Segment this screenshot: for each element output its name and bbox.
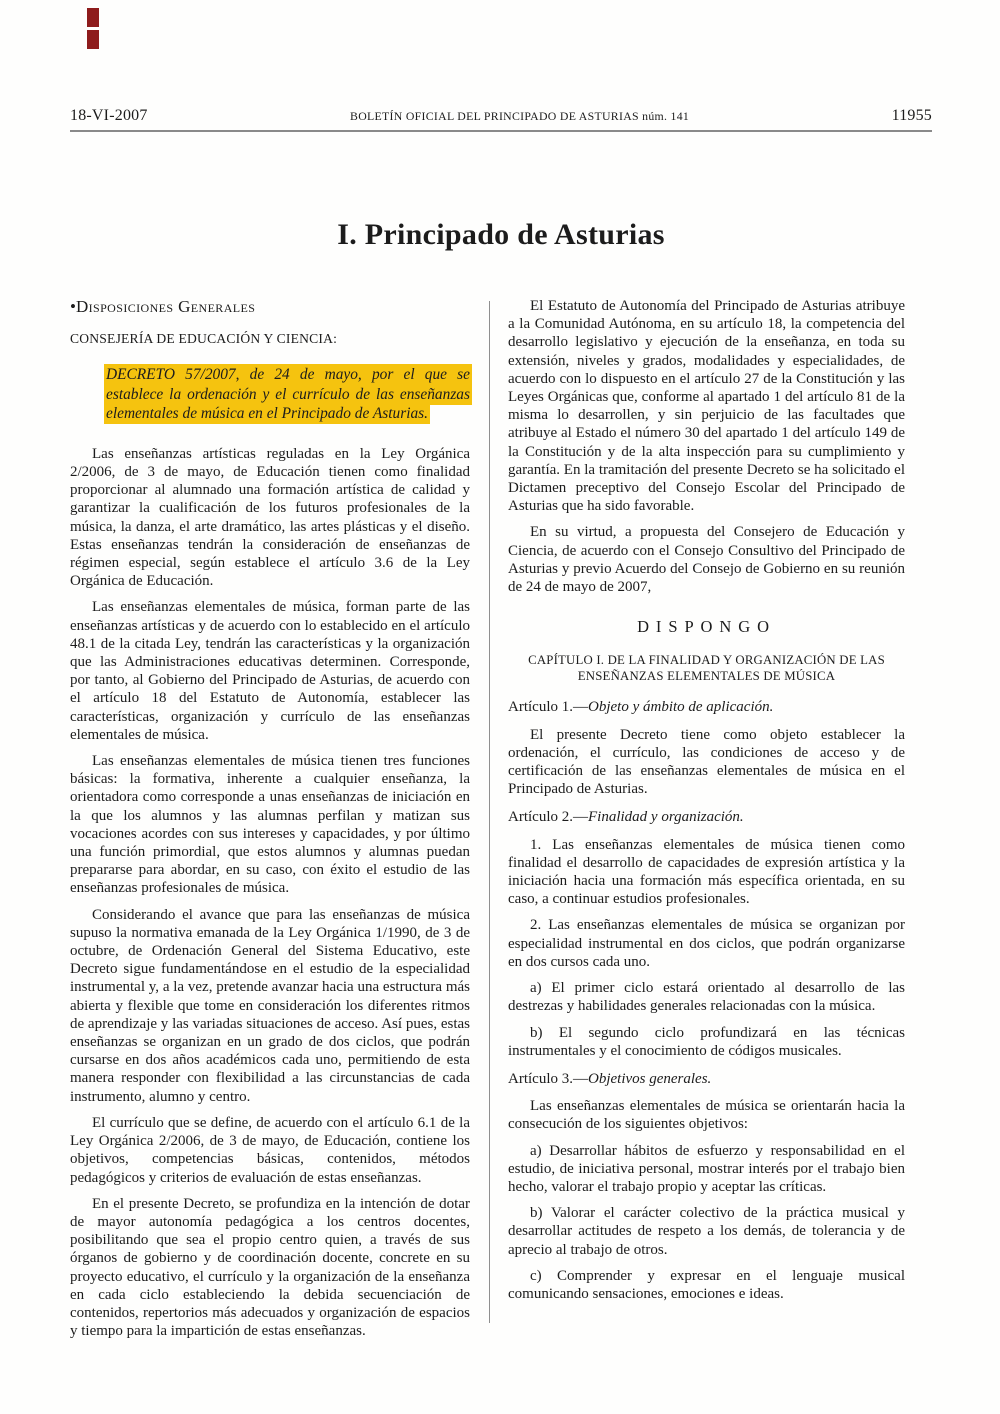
article-heading bbox=[508, 808, 905, 826]
article-title: Objeto y ámbito de aplicación. bbox=[588, 699, 774, 716]
scan-mark-top bbox=[87, 8, 99, 27]
body-paragraph: Las enseñanzas elementales de música tienen tres funciones básicas: la formativa, inherente a cualquier enseñanza, la orientadora como corresponde a unas enseñanzas de iniciación en la que los alumnos y las alumnas perfilan y matizan sus vocaciones acordes con sus intereses y capacidades, y por último una función primordial, que estos alumnos y alumnas puedan prepararse para abordar, en su caso, con éxito el estudio de las enseñanzas profesionales de música. bbox=[70, 753, 470, 897]
article-title: Finalidad y organización. bbox=[588, 809, 744, 826]
bulletin-title: BOLETÍN OFICIAL DEL PRINCIPADO DE ASTURIAS núm. 141 bbox=[350, 109, 690, 123]
document-title: I. Principado de Asturias bbox=[337, 218, 665, 252]
body-paragraph: En su virtud, a propuesta del Consejero de Educación y Ciencia, de acuerdo con el Consejo Consultivo del Principado de Asturias y previo Acuerdo del Consejo de Gobierno en su reunión de 24 de mayo de 2007, bbox=[508, 524, 905, 596]
body-paragraph: En el presente Decreto, se profundiza en la intención de dotar de mayor autonomía pedagógica a los centros docentes, posibilitando que sea el propio centro quien, a través de sus órganos de gobierno y de coordinación docente, concrete en su proyecto educativo, el currículo y la organización de la enseñanza en cada ciclo estableciendo la debida secuenciación de contenidos, repertorios más adecuados y organización de espacios y tiempo para la impartición de estas enseñanzas. bbox=[70, 1195, 470, 1340]
chapter-heading: CAPÍTULO I. DE LA FINALIDAD Y ORGANIZACIÓN DE LAS ENSEÑANZAS ELEMENTALES DE MÚSICA bbox=[528, 653, 885, 684]
body-paragraph: 2. Las enseñanzas elementales de música se organizan por especialidad instrumental en dos ciclos, que podrán organizarse en dos cursos cada uno. bbox=[508, 917, 905, 970]
page-header bbox=[70, 107, 932, 132]
body-paragraph: a) El primer ciclo estará orientado al desarrollo de las destrezas y habilidades generales relacionadas con la música. bbox=[508, 980, 905, 1015]
department-heading: CONSEJERÍA DE EDUCACIÓN Y CIENCIA: bbox=[70, 331, 338, 346]
section-heading bbox=[70, 297, 470, 317]
article-heading bbox=[508, 1070, 905, 1088]
article-title: Objetivos generales. bbox=[588, 1070, 712, 1087]
body-paragraph: a) Desarrollar hábitos de esfuerzo y responsabilidad en el estudio, de iniciativa personal, mostrar interés por el trabajo bien hecho, valorar el trabajo propio y aceptar las críticas. bbox=[508, 1142, 905, 1195]
body-paragraph: El Estatuto de Autonomía del Principado de Asturias atribuye a la Comunidad Autónoma, en su artículo 18, la competencia del desarrollo legislativo y ejecución de la enseñanza, en toda su extensión, niveles y grados, modalidades y especialidades, de acuerdo con lo dispuesto en el artículo 27 de la Constitución y las Leyes Orgánicas que, conforme al apartado 1 del artículo 81 de la misma lo desarrollen, y sin perjuicio de las facultades que atribuye al Estado el número 30 del apartado 1 del artículo 149 de la Constitución y de la alta inspección para su cumplimiento y garantía. En la tramitación del presente Decreto se ha solicitado el Dictamen preceptivo del Consejo Escolar del Principado de Asturias que ha sido favorable. bbox=[508, 298, 905, 515]
body-paragraph: b) El segundo ciclo profundizará en las técnicas instrumentales y el conocimiento de códigos musicales. bbox=[508, 1024, 905, 1059]
scan-mark-bottom bbox=[87, 30, 99, 49]
body-paragraph: b) Valorar el carácter colectivo de la práctica musical y desarrollar actitudes de respeto a los demás, de tolerancia y de aprecio al trabajo de otros. bbox=[508, 1205, 905, 1258]
document-body bbox=[70, 297, 905, 1348]
column-divider bbox=[489, 301, 490, 1323]
decree-summary bbox=[106, 365, 470, 424]
body-paragraph: Las enseñanzas elementales de música se orientarán hacia la consecución de los siguientes objetivos: bbox=[508, 1098, 905, 1133]
section-title: Disposiciones Generales bbox=[75, 297, 256, 316]
article-heading bbox=[508, 698, 905, 716]
right-column bbox=[508, 297, 905, 1348]
scan-corner-marks bbox=[87, 8, 99, 52]
body-paragraph: Considerando el avance que para las enseñanzas de música supuso la normativa emanada de la Ley Orgánica 1/1990, de 3 de octubre, de Ordenación General del Sistema Educativo, este Decreto sigue fundamentándose en el estudio de la especialidad instrumental y, a la vez, pretende avanzar hacia una estructura más abierta y flexible que tome en consideración los diferentes ritmos de aprendizaje y las variadas situaciones de acceso. Así pues, estas enseñanzas se organizan en un grado de dos ciclos, que podrán cursarse en dos años académicos cada uno, permitiendo de esta manera responder con flexibilidad a las circunstancias de cada instrumento, alumno y centro. bbox=[70, 906, 470, 1105]
article-label: Artículo 2.— bbox=[508, 809, 588, 826]
body-paragraph: 1. Las enseñanzas elementales de música tienen como finalidad el desarrollo de capacidades de expresión artística y la iniciación hacia una formación más específica orientada, en su caso, a continuar estudios profesionales. bbox=[508, 836, 905, 908]
body-paragraph: El currículo que se define, de acuerdo con el artículo 6.1 de la Ley Orgánica 2/2006, de 3 de mayo, de Educación, contiene los objetivos, competencias básicas, contenidos, métodos pedagógicos y criterios de evaluación de estas enseñanzas. bbox=[70, 1114, 470, 1186]
left-column bbox=[70, 297, 470, 1348]
dispongo-heading: DISPONGO bbox=[637, 617, 776, 637]
page-number: 11955 bbox=[891, 107, 932, 124]
article-label: Artículo 3.— bbox=[508, 1070, 588, 1087]
body-paragraph: El presente Decreto tiene como objeto establecer la ordenación, el currículo, las condiciones de acceso y de certificación de las enseñanzas elementales de música en el Principado de Asturias. bbox=[508, 726, 905, 798]
body-paragraph: c) Comprender y expresar en el lenguaje musical comunicando sensaciones, emociones e ideas. bbox=[508, 1267, 905, 1302]
section-bullet: • bbox=[70, 297, 76, 316]
body-paragraph: Las enseñanzas artísticas reguladas en la Ley Orgánica 2/2006, de 3 de mayo, de Educación tienen como finalidad proporcionar al alumnado una formación artística de calidad y garantizar la cualificación de los futuros profesionales de la música, la danza, el arte dramático, las artes plásticas y el diseño. Estas enseñanzas tendrán la consideración de enseñanzas de régimen especial, según establece el artículo 3.6 de la Ley Orgánica de Educación. bbox=[70, 445, 470, 590]
issue-date: 18-VI-2007 bbox=[70, 107, 148, 124]
highlighted-text: DECRETO 57/2007, de 24 de mayo, por el que se establece la ordenación y el currículo de las enseñanzas elementales de música en el Principado de Asturias. bbox=[106, 366, 470, 423]
article-label: Artículo 1.— bbox=[508, 699, 588, 716]
body-paragraph: Las enseñanzas elementales de música, forman parte de las enseñanzas artísticas y de acuerdo con lo establecido en el artículo 48.1 de la citada Ley, tendrán las características y la organización que las Administraciones educativas determinen. Corresponde, por tanto, al Gobierno del Principado de Asturias, de acuerdo con el artículo 18 del Estatuto de Autonomía, establecer las características, organización y currículo de las enseñanzas elementales de música. bbox=[70, 599, 470, 743]
